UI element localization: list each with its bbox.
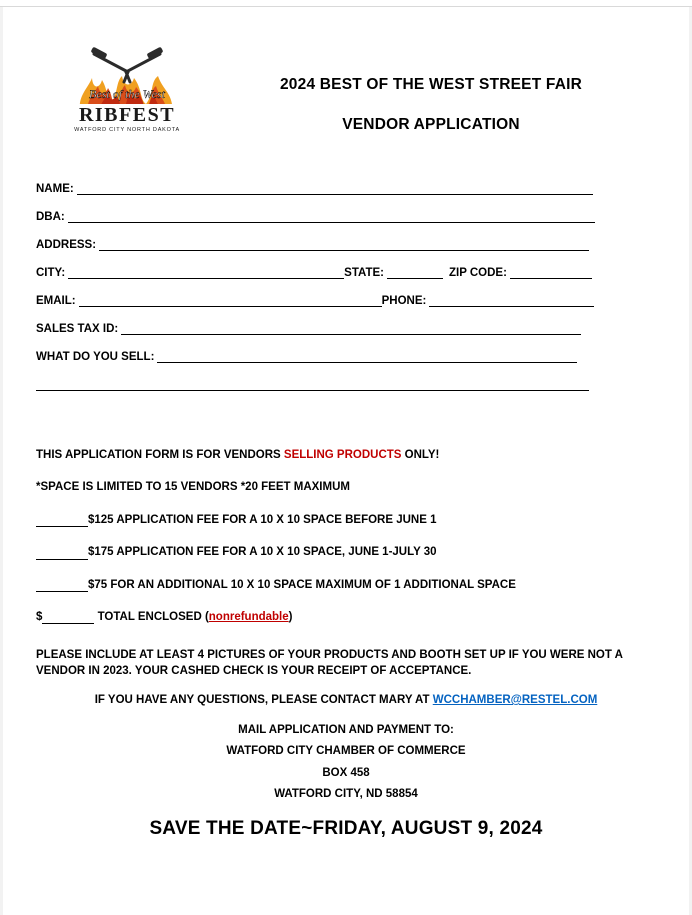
address-input[interactable] — [99, 238, 589, 251]
fee-late-checkbox-blank[interactable] — [36, 548, 88, 560]
ribfest-logo — [66, 38, 188, 144]
fee-additional-label: $75 FOR AN ADDITIONAL 10 X 10 SPACE MAXIMUM OF 1 ADDITIONAL SPACE — [88, 578, 516, 591]
mailing-line-3: BOX 458 — [322, 766, 370, 779]
save-the-date-banner: SAVE THE DATE~FRIDAY, AUGUST 9, 2024 — [149, 818, 543, 839]
what-do-you-sell-input[interactable] — [157, 350, 577, 363]
mailing-line-1: MAIL APPLICATION AND PAYMENT TO: — [238, 724, 454, 736]
fee-additional-checkbox-blank[interactable] — [36, 580, 88, 592]
document-header — [36, 36, 656, 146]
fee-section — [36, 448, 656, 642]
mailing-line-4: WATFORD CITY, ND 58854 — [274, 787, 418, 800]
phone-input[interactable] — [429, 294, 594, 307]
field-row-continuation — [36, 378, 656, 414]
fee-option-additional — [36, 578, 656, 592]
total-currency-symbol: $ — [36, 610, 43, 623]
dba-label: DBA: — [36, 211, 65, 223]
form-fields — [36, 182, 656, 414]
selling-products-highlight: SELLING PRODUCTS — [283, 449, 402, 461]
svg-text:Best of the West: Best of the West — [89, 87, 165, 101]
page-left-edge — [0, 7, 3, 915]
space-limit-text: *SPACE IS LIMITED TO 15 VENDORS *20 FEET MAXIMUM — [36, 481, 350, 494]
page-top-divider — [0, 6, 692, 7]
email-label: EMAIL: — [36, 295, 76, 307]
application-scope-post: ONLY! — [401, 449, 440, 461]
total-enclosed-label: TOTAL ENCLOSED ( — [97, 610, 209, 623]
fee-late-label: $175 APPLICATION FEE FOR A 10 X 10 SPACE, JUNE 1-JULY 30 — [88, 546, 437, 559]
what-do-you-sell-label: WHAT DO YOU SELL: — [36, 351, 155, 363]
page-subtitle: VENDOR APPLICATION — [342, 116, 520, 133]
total-enclosed-row — [36, 610, 656, 624]
field-row-address — [36, 238, 656, 266]
mailing-address-block — [36, 720, 656, 805]
zip-input[interactable] — [510, 266, 592, 279]
city-input[interactable] — [68, 266, 344, 279]
address-label: ADDRESS: — [36, 239, 97, 251]
total-enclosed-input[interactable] — [42, 612, 94, 624]
fee-option-early — [36, 513, 656, 527]
field-row-name — [36, 182, 656, 210]
dba-input[interactable] — [68, 210, 595, 223]
phone-label: PHONE: — [381, 295, 427, 307]
mailing-line-2: WATFORD CITY CHAMBER OF COMMERCE — [226, 745, 466, 758]
title-block — [206, 76, 656, 134]
fee-early-checkbox-blank[interactable] — [36, 515, 88, 527]
email-input[interactable] — [79, 294, 382, 307]
contact-email-link[interactable]: WCCHAMBER@RESTEL.COM — [432, 694, 598, 706]
city-label: CITY: — [36, 267, 66, 279]
nonrefundable-note: nonrefundable — [208, 610, 289, 623]
name-input[interactable] — [77, 182, 593, 195]
sales-tax-id-label: SALES TAX ID: — [36, 323, 119, 335]
pictures-notice: PLEASE INCLUDE AT LEAST 4 PICTURES OF YOUR PRODUCTS AND BOOTH SET UP IF YOU WERE NOT A VENDOR IN 2023. YOUR CASHED CHECK IS YOUR RECEIPT OF ACCEPTANCE. — [36, 649, 623, 677]
sales-tax-id-input[interactable] — [121, 322, 581, 335]
application-scope-pre: THIS APPLICATION FORM IS FOR VENDORS — [36, 449, 284, 461]
state-label: STATE: — [344, 267, 384, 279]
field-row-city-state-zip — [36, 266, 656, 294]
field-row-email-phone — [36, 294, 656, 322]
application-scope-text — [36, 448, 656, 462]
contact-line — [36, 694, 656, 706]
page-title: 2024 BEST OF THE WEST STREET FAIR — [279, 76, 582, 93]
what-do-you-sell-input-line2[interactable] — [36, 378, 589, 391]
fee-early-label: $125 APPLICATION FEE FOR A 10 X 10 SPACE BEFORE JUNE 1 — [88, 513, 437, 526]
zip-label: ZIP CODE: — [449, 267, 507, 279]
total-enclosed-label-close: ) — [288, 610, 293, 623]
field-row-dba — [36, 210, 656, 238]
svg-text:WATFORD CITY NORTH DAKOTA: WATFORD CITY NORTH DAKOTA — [74, 127, 180, 133]
svg-text:RIBFEST: RIBFEST — [78, 104, 176, 126]
contact-text: IF YOU HAVE ANY QUESTIONS, PLEASE CONTACT MARY AT — [94, 694, 433, 706]
state-input[interactable] — [387, 266, 443, 279]
field-row-what-do-you-sell — [36, 350, 656, 378]
fee-option-late — [36, 545, 656, 559]
name-label: NAME: — [36, 183, 74, 195]
field-row-sales-tax-id — [36, 322, 656, 350]
